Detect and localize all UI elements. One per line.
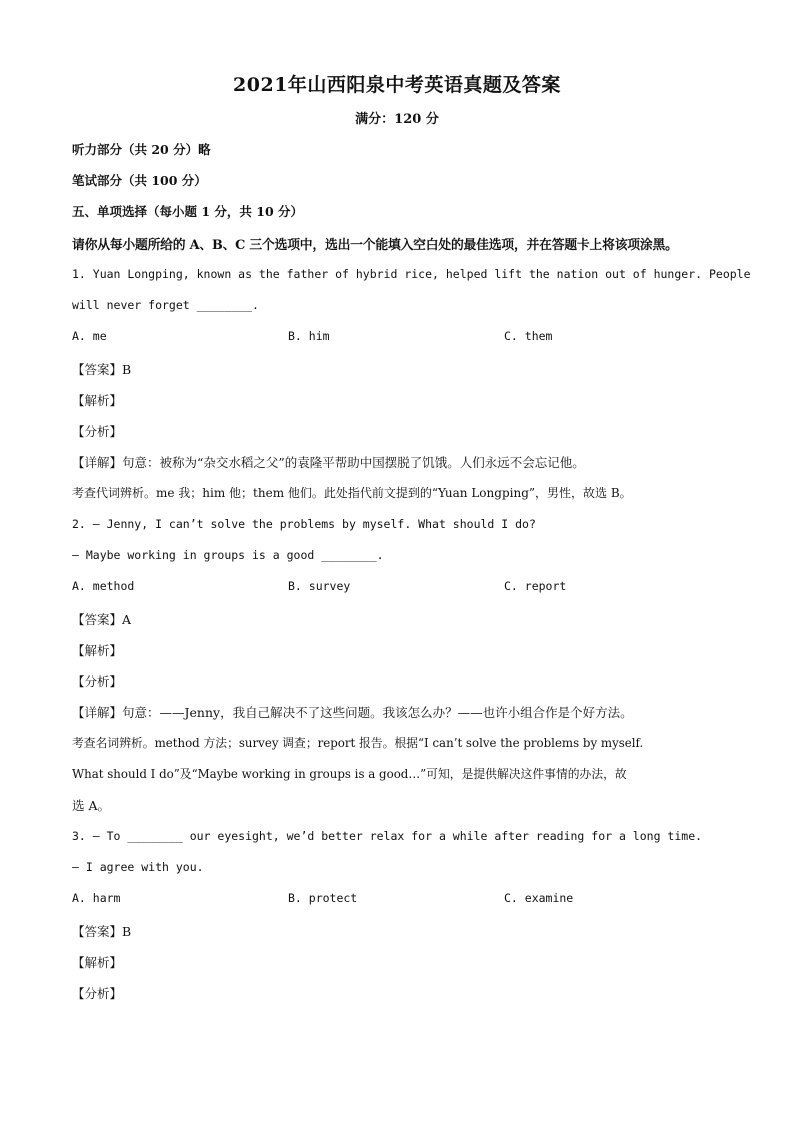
q2-detail-line1: 【详解】句意：——Jenny，我自己解决不了这些问题。我该怎么办？——也许小组合作是个好方法。 — [72, 705, 633, 720]
section-listening: 听力部分（共 20 分）略 — [72, 142, 211, 157]
q2-stem-line1: 2. — Jenny, I can’t solve the problems by myself. What should I do? — [72, 517, 536, 531]
q3-stem-line2: — I agree with you. — [72, 860, 204, 874]
page-title: 2021年山西阳泉中考英语真题及答案 — [233, 74, 561, 96]
q1-option-c: C. them — [504, 329, 553, 343]
q1-analysis: 【解析】 — [72, 393, 123, 408]
q1-stem-line2: will never forget ________. — [72, 298, 259, 312]
q1-fenxi: 【分析】 — [72, 424, 123, 439]
q3-option-c: C. examine — [504, 891, 574, 905]
section-part5: 五、单项选择（每小题 1 分，共 10 分） — [72, 204, 304, 219]
q3-answer: 【答案】B — [72, 924, 132, 939]
q1-option-b: B. him — [288, 329, 330, 343]
q1-detail-line2: 考查代词辨析。me 我；him 他；them 他们。此处指代前文提到的“Yuan Longping”，男性，故选 B。 — [72, 486, 632, 500]
q2-answer: 【答案】A — [72, 612, 132, 627]
q2-option-a: A. method — [72, 579, 135, 593]
q3-analysis: 【解析】 — [72, 955, 123, 970]
full-score: 满分：120 分 — [355, 112, 439, 127]
section-writing: 笔试部分（共 100 分） — [72, 173, 207, 188]
q1-option-a: A. me — [72, 329, 107, 343]
q2-fenxi: 【分析】 — [72, 674, 123, 689]
q1-answer: 【答案】B — [72, 362, 132, 377]
q2-analysis: 【解析】 — [72, 643, 123, 658]
q3-stem-line1: 3. — To ________ our eyesight, we’d better relax for a while after reading for a long time. — [72, 829, 703, 843]
q3-fenxi: 【分析】 — [72, 986, 123, 1001]
q2-detail-line3: What should I do”及“Maybe working in groups is a good…”可知，是提供解决这件事情的办法，故 — [72, 767, 627, 781]
q2-stem-line2: — Maybe working in groups is a good ________. — [72, 548, 384, 562]
q2-option-b: B. survey — [288, 579, 351, 593]
q1-detail-line1: 【详解】句意：被称为“杂交水稻之父”的袁隆平帮助中国摆脱了饥饿。人们永远不会忘记他。 — [72, 455, 585, 470]
q2-detail-line4: 选 A。 — [72, 798, 111, 813]
q2-detail-line2: 考查名词辨析。method 方法；survey 调查；report 报告。根据“I can’t solve the problems by myself. — [72, 736, 644, 750]
section-instruction: 请你从每小题所给的 A、B、C 三个选项中，选出一个能填入空白处的最佳选项，并在答题卡上将该项涂黑。 — [72, 238, 678, 253]
q3-option-a: A. harm — [72, 891, 121, 905]
q1-stem-line1: 1. Yuan Longping, known as the father of hybrid rice, helped lift the nation out of hunger. People — [72, 267, 751, 281]
q2-option-c: C. report — [504, 579, 567, 593]
q3-option-b: B. protect — [288, 891, 358, 905]
